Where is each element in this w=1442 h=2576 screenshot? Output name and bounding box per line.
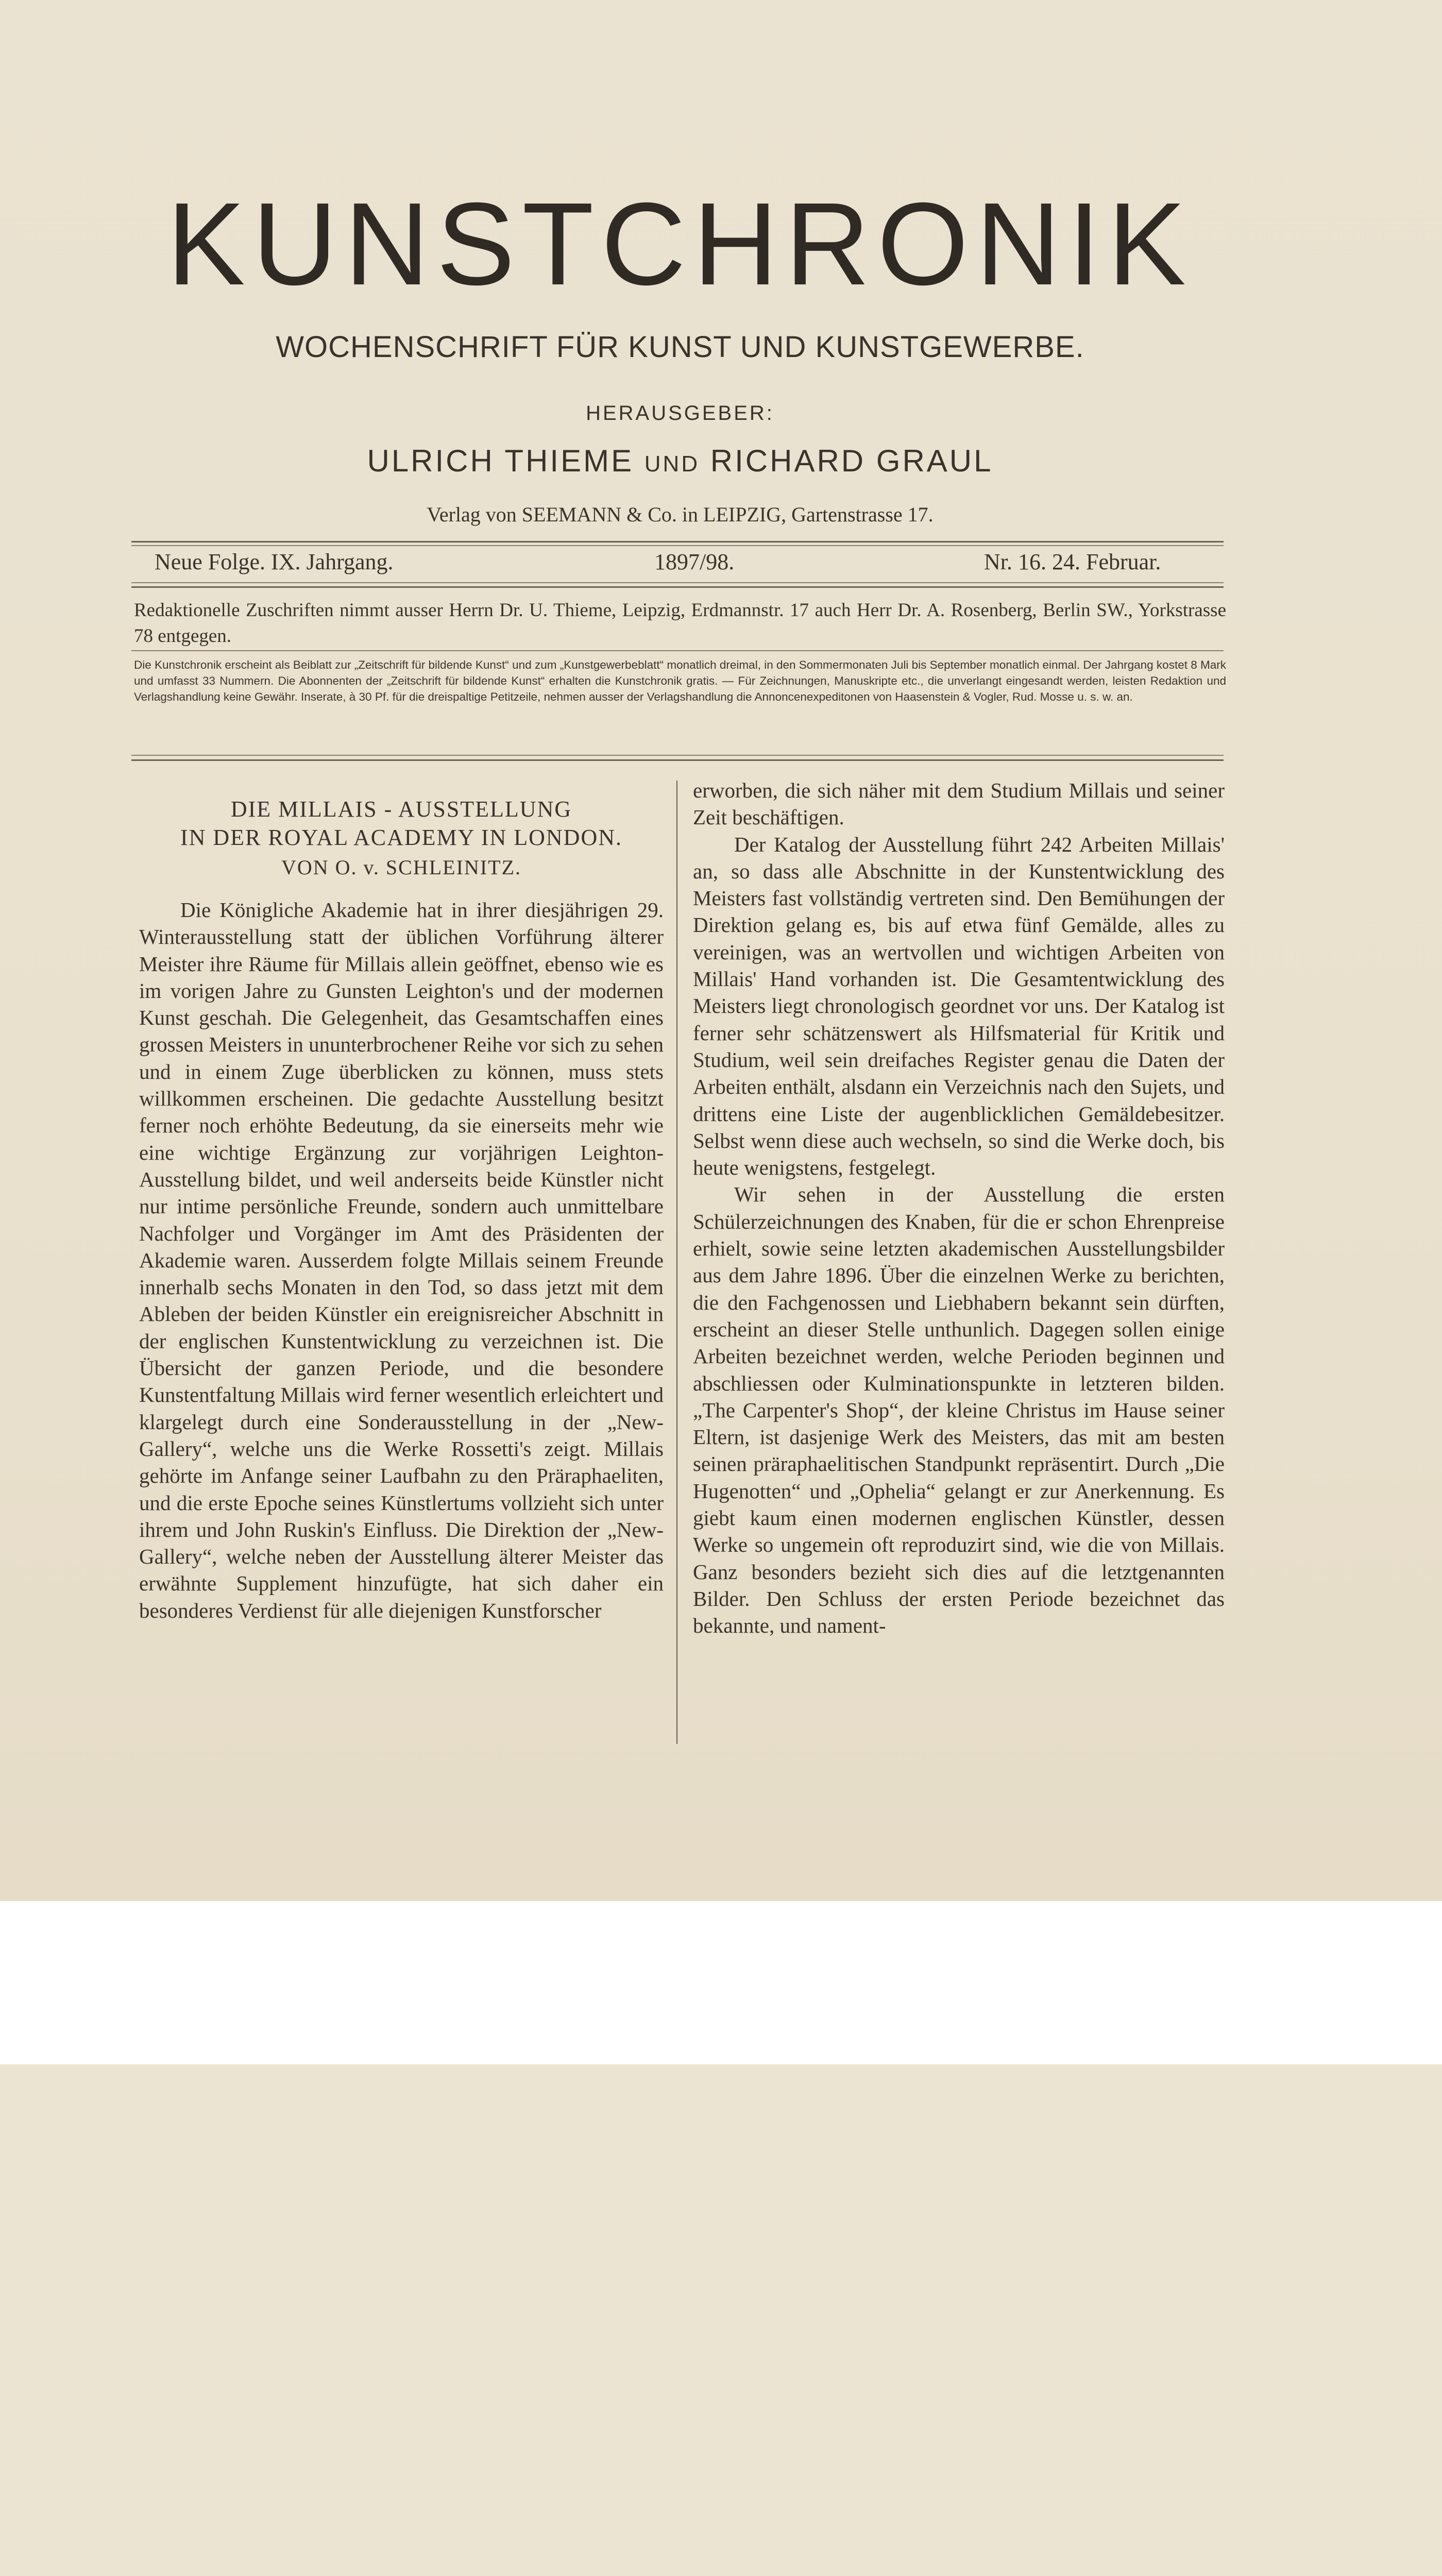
issue-year: 1897/98. [654,549,735,574]
rule-mid-1 [131,582,1224,583]
rule-notice-bottom-2 [131,759,1224,761]
rule-mid-2 [131,586,1224,588]
column-divider [676,781,677,1744]
paragraph: Die Königliche Akademie hat in ihrer diesjährigen 29. Winterausstellung statt der üblichen Vorführung älterer Meister ihre Räume für Millais allein geöffnet, ebenso wie es im vorigen Jahre zu Gunsten Leighton's und der modernen Kunst geschah. Die Gelegenheit, das Gesamtschaffen eines grossen Meisters in ununterbrochener Reihe vor sich zu sehen und in einem Zuge überblicken zu können, muss stets willkommen erscheinen. Die gedachte Ausstellung besitzt ferner noch erhöhte Bedeutung, da sie einerseits mehr wie eine wichtige Ergänzung zur vorjährigen Leighton-Ausstellung bildet, und weil anderseits beide Künstler nicht nur intime persönliche Freunde, sondern auch unmittelbare Nachfolger und Vorgänger im Amt des Präsidenten der Akademie waren. Ausserdem folgte Millais seinem Freunde innerhalb sechs Monaten in den Tod, so dass jetzt mit dem Ableben der beiden Künstler ein ereignisreicher Abschnitt in der englischen Kunstentwicklung zu verzeichnen ist. Die Übersicht der ganzen Periode, und die besondere Kunstentfaltung Millais wird ferner wesentlich erleichtert und klargelegt durch eine Sonderausstellung in der „New-Gallery“, welche uns die Werke Rossetti's zeigt. Millais gehörte im Anfange seiner Laufbahn zu den Präraphaeliten, und die erste Epoche seines Künstlertums vollzieht sich unter ihrem und John Ruskin's Einfluss. Die Direktion der „New-Gallery“, welche neben der Ausstellung älterer Meister das erwähnte Supplement hinzufügte, hat sich daher ein besonderes Verdienst für alle diejenigen Kunstforscher [139,898,664,1622]
article-title-line2: IN DER ROYAL ACADEMY IN LONDON. [180,825,623,850]
publisher-line: Verlag von SEEMANN & Co. in LEIPZIG, Gartenstrasse 17. [427,503,934,526]
rule-top-1 [131,541,1224,543]
editor-thieme: ULRICH THIEME [367,444,634,478]
editor-graul: RICHARD GRAUL [710,444,993,478]
rule-notice-top [131,650,1224,651]
article-title-line1: DIE MILLAIS - AUSSTELLUNG [230,796,572,822]
editors-line [129,443,1231,479]
column-left [139,896,664,1624]
paragraph: Der Katalog der Ausstellung führt 242 Arbeiten Millais' an, so dass alle Abschnitte in der Kunstentwicklung des Meisters fast vollständig vertreten sind. Den Bemühungen der Direktion gelang es, bis auf etwa fünf Gemälde, alles zu vereinigen, was an wertvollen und wichtigen Arbeiten von Millais' Hand vorhanden ist. Die Gesamtentwicklung des Meisters liegt chronologisch geordnet vor uns. Der Katalog ist ferner sehr schätzenswert als Hilfsmaterial für Kritik und Studium, weil sein dreifaches Register genau die Daten der Arbeiten enthält, alsdann ein Verzeichnis nach den Sujets, und drittens eine Liste der augenblicklichen Gemäldebesitzer. Selbst wenn diese auch wechseln, so sind die Werke doch, bis heute wenigstens, festgelegt. [693,832,1225,1180]
digitization-footer [0,1901,1442,2064]
rule-notice-bottom-1 [131,755,1224,756]
issue-info-row [155,549,1226,580]
paragraph: Wir sehen in der Ausstellung die ersten Schülerzeichnungen des Knaben, für die er schon Ehrenpreise erhielt, sowie seine letzten akademischen Ausstellungsbilder aus dem Jahre 1896. Über die einzelnen Werke zu berichten, die den Fachgenossen und Liebhabern bekannt sein dürften, erscheint an dieser Stelle unthunlich. Dagegen sollen einige Arbeiten bezeichnet werden, welche Perioden beginnen und abschliessen oder Kulminationspunkte in letzteren bilden. „The Carpenter's Shop“, der kleine Christus im Hause seiner Eltern, ist dasjenige Werk des Meisters, das mit am besten seinen präraphaelitischen Standpunkt repräsentirt. Durch „Die Hugenotten“ und „Ophelia“ gelangt er zur Anerkennung. Es giebt kaum einen modernen englischen Künstler, dessen Werke so ungemein oft reproduzirt sind, wie die von Millais. Ganz besonders bezieht sich dies auf die letztgenannten Bilder. Den Schluss der ersten Periode bezeichnet das bekannte, und nament- [693,1182,1225,1638]
column-right [693,777,1225,1639]
editors-und: UND [644,451,700,477]
masthead-title: KUNSTCHRONIK [166,179,1194,310]
rule-top-2 [131,545,1224,546]
subscription-notice: Die Kunstchronik erscheint als Beiblatt zur „Zeitschrift für bildende Kunst“ und zum „Kunstgewerbeblatt“ monatlich dreimal, in den Sommermonaten Juli bis September monatlich einmal. Der Jahrgang kostet 8 Mark und umfasst 33 Nummern. Die Abonnenten der „Zeitschrift für bildende Kunst“ erhalten die Kunstchronik gratis. — Für Zeichnungen, Manuskripte etc., die unverlangt eingesandt werden, leisten Redaktion und Verlagshandlung keine Gewähr. Inserate, à 30 Pf. für die dreispaltige Petitzeile, nehmen ausser der Verlagshandlung die Annoncenexpeditonen von Haasenstein & Vogler, Rud. Mosse u. s. w. an. [134,658,1226,703]
editorial-contact: Redaktionelle Zuschriften nimmt ausser Herrn Dr. U. Thieme, Leipzig, Erdmannstr. 17 auch Herr Dr. A. Rosenberg, Berlin SW., Yorkstrasse 78 entgegen. [134,600,1226,647]
article-byline: VON O. v. SCHLEINITZ. [281,856,522,879]
herausgeber-label: HERAUSGEBER: [586,402,774,425]
issue-folge: Neue Folge. IX. Jahrgang. [155,549,394,574]
masthead-subtitle: WOCHENSCHRIFT FÜR KUNST UND KUNSTGEWERBE. [276,330,1084,364]
paragraph: erworben, die sich näher mit dem Studium Millais und seiner Zeit beschäftigen. [693,778,1225,829]
issue-number-date: Nr. 16. 24. Februar. [984,549,1161,574]
